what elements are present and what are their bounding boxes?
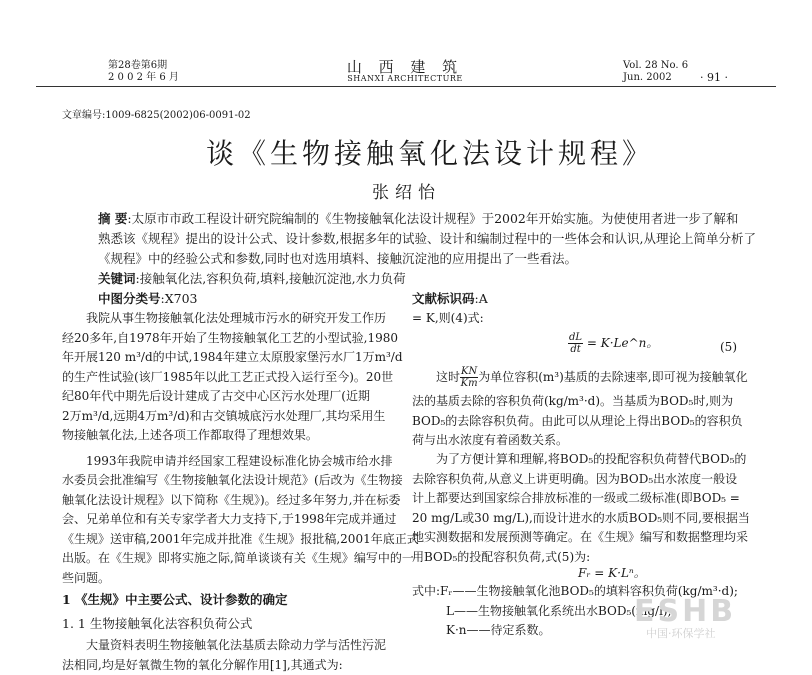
- author: 张绍怡: [372, 178, 441, 203]
- text-line: 计上都要达到国家综合排放标准的一级或二级标准(即BOD₅ =: [412, 489, 792, 509]
- text-line: 20 mg/L或30 mg/L),而设计进水的水质BOD₅则不同,要根据当: [412, 509, 792, 529]
- subsection-heading: 1. 1 生物接触氧化法容积负荷公式: [62, 614, 402, 634]
- text-line: 水委员会批准编写《生物接触氧化法设计规范》(后改为《生物接: [62, 471, 402, 491]
- header-volume-en: Vol. 28 No. 6: [623, 60, 688, 72]
- text-line: 年开展120 m³/d的中试,1984年建立太原殷家堡污水厂1万m³/d: [62, 348, 402, 368]
- right-paragraph-2: [412, 450, 792, 567]
- doc-code: :A: [475, 291, 488, 306]
- watermark-text: ESHB: [634, 594, 736, 629]
- text-line: 去除容积负荷,从意义上讲更明确。因为BOD₅出水浓度一般设: [412, 470, 792, 490]
- abstract-line: 《规程》中的经验公式和参数,同时也对选用填料、接触沉淀池的应用提出了一些看法。: [98, 249, 756, 269]
- text-line: 用BOD₅的投配容积负荷,式(5)为:: [412, 548, 792, 568]
- header-date: 2 0 0 2 年 6 月: [108, 72, 179, 84]
- abstract-label: 摘 要: [98, 211, 127, 226]
- clc-label: 中图分类号: [98, 291, 161, 306]
- page-number: · 91 ·: [700, 72, 728, 84]
- text-line: 《生规》送审稿,2001年完成并批准《生规》报批稿,2001年底正式: [62, 530, 402, 550]
- text-line: 些问题。: [62, 569, 402, 589]
- definition-line: K·n——待定系数。: [412, 621, 792, 641]
- journal-title-en: SHANXI ARCHITECTURE: [330, 74, 480, 83]
- equation-5-number: (5): [720, 338, 737, 358]
- text-line: 经20多年,自1978年开始了生物接触氧化工艺的小型试验,1980: [62, 329, 402, 349]
- text-line: 我院从事生物接触氧化法处理城市污水的研究开发工作历: [86, 311, 386, 325]
- journal-title: 山 西 建 筑: [330, 56, 480, 77]
- text-line: 地实测数据和发展预测等确定。在《生规》编写和数据整理均采: [412, 528, 792, 548]
- article-title: 谈《生物接触氧化法设计规程》: [206, 132, 654, 172]
- text-line: 纪80年代中期先后设计建成了古交中心区污水处理厂(近期: [62, 387, 402, 407]
- definition-line: 式中:Fᵣ——生物接触氧化池BOD₅的填料容积负荷(kg/m³·d);: [412, 582, 792, 602]
- document-code: [412, 289, 488, 309]
- keywords-label: 关键词: [98, 271, 136, 286]
- text-line: 大量资料表明生物接触氧化法基质去除动力学与活性污泥: [86, 638, 386, 652]
- text-line: 1993年我院申请并经国家工程建设标准化协会城市给水排: [86, 454, 393, 468]
- abstract-line: :太原市市政工程设计研究院编制的《生物接触氧化法设计规程》于2002年开始实施。为使使用者进一步了解和: [127, 211, 738, 226]
- equation-6: Fᵣ = K·Lⁿ。: [578, 564, 646, 584]
- keywords: :接触氧化法,容积负荷,填料,接触沉淀池,水力负荷: [136, 271, 406, 286]
- text-line: 出版。在《生规》即将实施之际,简单谈谈有关《生规》编写中的一: [62, 549, 402, 569]
- text-line: 法的基质去除的容积负荷(kg/m³·d)。当基质为BOD₅时,则为: [412, 392, 792, 412]
- header-volume: 第28卷第6期: [108, 60, 167, 72]
- header-rule: [36, 86, 776, 87]
- abstract-line: 熟悉该《规程》提出的设计公式、设计参数,根据多年的试验、设计和编制过程中的一些体会和认识,从理论上简单分析了: [98, 229, 756, 249]
- eq5-rhs: = K·Le^n。: [587, 336, 659, 350]
- kn-km-fraction: $\frac{KN}{Km}$: [460, 366, 478, 389]
- header-date-en: Jun. 2002: [623, 72, 672, 84]
- text-line: 荷与出水浓度有着函数关系。: [412, 431, 792, 451]
- text-line: 触氧化法设计规程》以下简称《生规》)。经过多年努力,并在标委: [62, 491, 402, 511]
- text-line: 的生产性试验(该厂1985年以此工艺正式投入运行至今)。20世: [62, 368, 402, 388]
- article-number: 文章编号:1009-6825(2002)06-0091-02: [62, 106, 251, 121]
- watermark-logo: [626, 591, 806, 641]
- text-line: BOD₅的去除容积负荷。由此可以从理论上得出BOD₅的容积负: [412, 412, 792, 432]
- text-line: 2万m³/d,远期4万m³/d)和古交镇城底污水处理厂,其均采用生: [62, 407, 402, 427]
- definition-line: L——生物接触氧化系统出水BOD₅(mg/l);: [412, 602, 792, 622]
- text-line: 物接触氧化法,上述各项工作都取得了理想效果。: [62, 426, 402, 446]
- text-line: 为了方便计算和理解,将BOD₅的投配容积负荷替代BOD₅的: [436, 452, 746, 466]
- clc-code: :X703: [161, 291, 198, 306]
- continued-formula: = K,则(4)式:: [412, 309, 484, 329]
- text-line: 为单位容积(m³)基质的去除速率,即可视为接触氧化: [478, 370, 747, 384]
- equation-5: [568, 332, 658, 355]
- watermark-subtext: 中国·环保学社: [646, 626, 716, 640]
- eq5-derivative: $\frac{dL}{dt}$: [568, 332, 583, 355]
- section-heading: 1 《生规》中主要公式、设计参数的确定: [62, 590, 402, 610]
- text-line: 法相同,均是好氧微生物的氧化分解作用[1],其通式为:: [62, 656, 402, 675]
- right-paragraph-1: [412, 366, 792, 451]
- text-lead: 这时: [436, 370, 460, 384]
- left-column: [62, 309, 402, 675]
- text-line: 会、兄弟单位和有关专家学者大力支持下,于1998年完成并通过: [62, 510, 402, 530]
- doc-label: 文献标识码: [412, 291, 475, 306]
